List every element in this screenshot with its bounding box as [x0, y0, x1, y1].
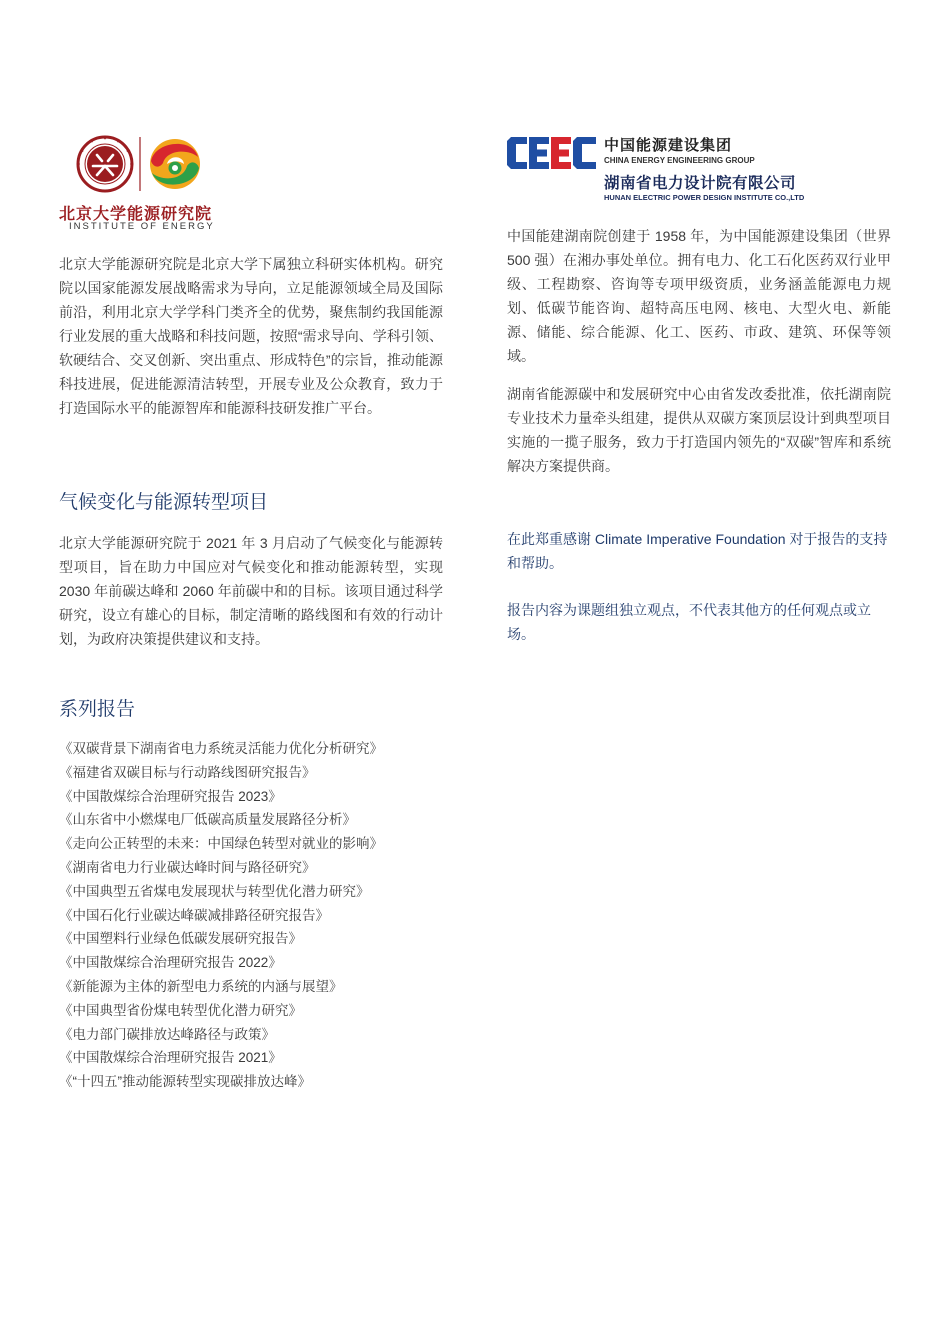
hunan-institute-intro-paragraph: 中国能建湖南院创建于 1958 年，为中国能源建设集团（世界 500 强）在湘办事处单位。拥有电力、化工石化医药双行业甲级、工程勘察、咨询等专项甲级资质，业务涵盖能源电力规划、低碳节能咨询、超特高压电网、核电、大型火电、新能源、储能、综合能源、化工、医药、市政、建筑、环保等领域。 — [507, 228, 891, 364]
report-item: 《山东省中小燃煤电厂低碳高质量发展路径分析》 — [59, 812, 356, 828]
pku-institute-name-cn: 北京大学能源研究院 — [59, 206, 213, 223]
project-heading: 气候变化与能源转型项目 — [59, 492, 269, 513]
report-item: 《中国散煤综合治理研究报告 2021》 — [59, 1050, 282, 1066]
report-item: 《中国散煤综合治理研究报告 2022》 — [59, 955, 282, 971]
report-item: 《中国散煤综合治理研究报告 2023》 — [59, 788, 282, 804]
report-item: 《中国塑料行业绿色低碳发展研究报告》 — [59, 931, 302, 947]
report-item: 《走向公正转型的未来：中国绿色转型对就业的影响》 — [59, 836, 383, 852]
report-item: 《福建省双碳目标与行动路线图研究报告》 — [59, 764, 316, 780]
ceec-company-name-cn: 湖南省电力设计院有限公司 — [604, 175, 797, 192]
project-paragraph: 北京大学能源研究院于 2021 年 3 月启动了气候变化与能源转型项目，旨在助力中国应对气候变化和推动能源转型，实现 2030 年前碳达峰和 2060 年前碳中和的目标。该项目通过科学研究，设立有雄心的目标，制定清晰的路线图和有效的行动计划，为政府决策提供建议和支持。 — [59, 535, 443, 647]
report-item: 《湖南省电力行业碳达峰时间与路径研究》 — [59, 859, 316, 875]
pku-emblem-icon — [71, 135, 216, 197]
disclaimer-paragraph: 报告内容为课题组独立观点，不代表其他方的任何观点或立场。 — [507, 602, 871, 642]
report-list — [59, 737, 459, 1094]
report-item: 《中国典型省份煤电转型优化潜力研究》 — [59, 1002, 302, 1018]
ceec-logo — [507, 133, 837, 208]
report-item: 《中国典型五省煤电发展现状与转型优化潜力研究》 — [59, 883, 370, 899]
ceec-group-name-cn: 中国能源建设集团 — [604, 137, 733, 154]
report-item: 《电力部门碳排放达峰路径与政策》 — [59, 1026, 275, 1042]
report-item: 《“十四五”推动能源转型实现碳排放达峰》 — [59, 1074, 311, 1090]
acknowledgement-paragraph: 在此郑重感谢 Climate Imperative Foundation 对于报告的支持和帮助。 — [507, 531, 888, 571]
report-item: 《新能源为主体的新型电力系统的内涵与展望》 — [59, 978, 343, 994]
report-item: 《中国石化行业碳达峰碳减排路径研究报告》 — [59, 907, 329, 923]
report-item: 《双碳背景下湖南省电力系统灵活能力优化分析研究》 — [59, 741, 383, 756]
pku-logo — [59, 135, 259, 235]
pku-intro-paragraph: 北京大学能源研究院是北京大学下属独立科研实体机构。研究院以国家能源发展战略需求为导向，立足能源领域全局及国际前沿，利用北京大学学科门类齐全的优势，聚焦制约我国能源行业发展的重大战略和科技问题，按照“需求导向、学科引领、软硬结合、交叉创新、突出重点、形成特色”的宗旨，推动能源科技进展，促进能源清洁转型，开展专业及公众教育，致力于打造国际水平的能源智库和能源科技研发推广平台。 — [59, 256, 443, 416]
ceec-company-name-en: HUNAN ELECTRIC POWER DESIGN INSTITUTE CO.,LTD — [604, 193, 805, 202]
series-heading: 系列报告 — [59, 699, 136, 720]
carbon-center-paragraph: 湖南省能源碳中和发展研究中心由省发改委批准，依托湖南院专业技术力量牵头组建，提供从双碳方案顶层设计到典型项目实施的一揽子服务，致力于打造国内领先的“双碳”智库和系统解决方案提供商。 — [507, 386, 891, 474]
ceec-group-name-en: CHINA ENERGY ENGINEERING GROUP — [604, 156, 755, 165]
pku-institute-name-en: INSTITUTE OF ENERGY — [69, 221, 215, 232]
ceec-mark-icon — [507, 137, 597, 169]
